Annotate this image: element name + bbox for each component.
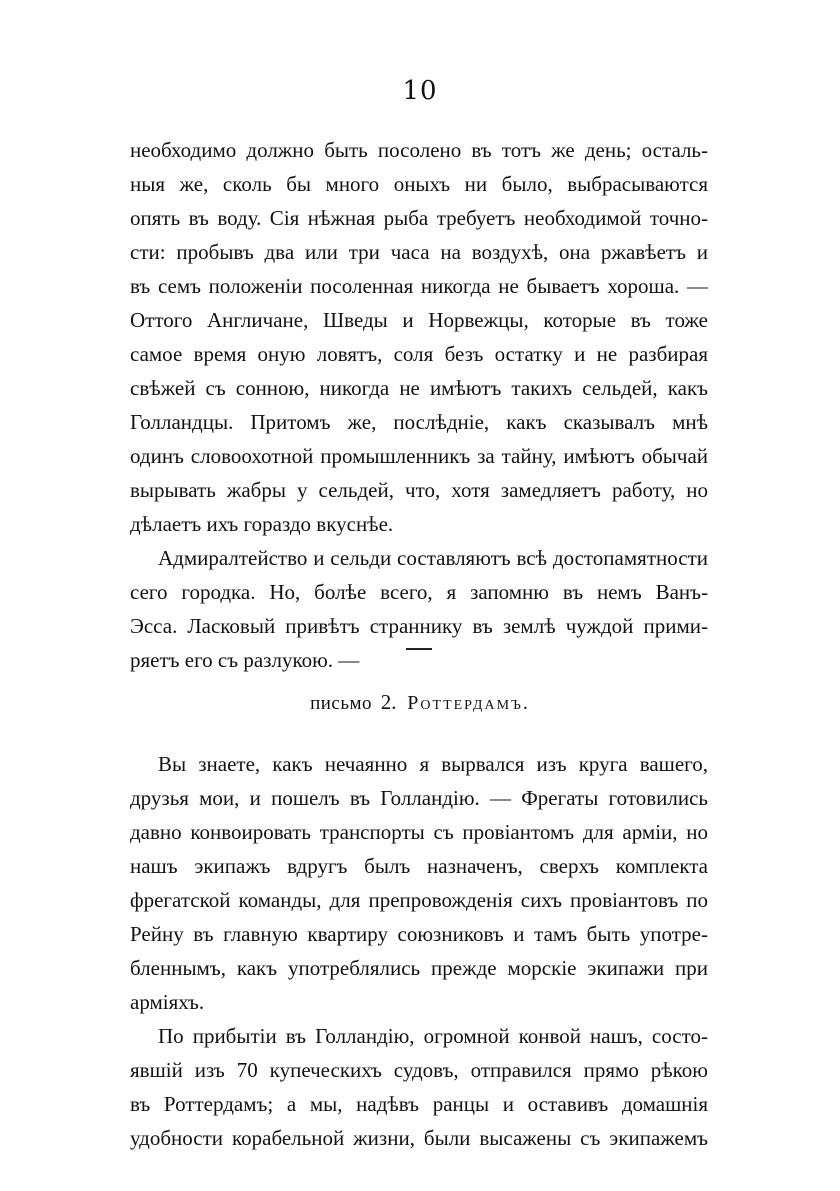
text-line: арміяхъ. (130, 990, 205, 1014)
text-line: въ Роттердамъ; а мы, надѣвъ ранцы и оставивъ домашнія (130, 1092, 708, 1116)
text-line: Рейну въ главную квартиру союзниковъ и тамъ быть употре- (130, 922, 708, 946)
text-line: ныя же, сколь бы много оныхъ ни было, выбрасываются (130, 172, 708, 196)
text-line: Оттого Англичане, Шведы и Норвежцы, которые въ тоже (130, 308, 708, 332)
text-line: самое время оную ловятъ, соля безъ остатку и не разбирая (130, 342, 708, 366)
text-line: удобности корабельной жизни, были высажены съ экипажемъ (130, 1126, 708, 1150)
text-line: явшій изъ 70 купеческихъ судовъ, отправился прямо рѣкою (130, 1058, 708, 1082)
text-line: бленнымъ, какъ употреблялись прежде морскіе экипажи при (130, 956, 708, 980)
letter-heading (0, 686, 840, 720)
text-line: сти: пробывъ два или три часа на воздухѣ, она ржавѣетъ и (130, 240, 708, 264)
text-line: нашъ экипажъ вдругъ былъ назначенъ, сверхъ комплекта (130, 854, 708, 878)
text-line: Вы знаете, какъ нечаянно я вырвался изъ круга вашего, (158, 752, 708, 776)
text-line: фрегатской команды, для препровожденія сихъ провіантовъ по (130, 888, 708, 912)
text-line: Адмиралтейство и сельди составляютъ всѣ достопамятности (158, 546, 708, 570)
letter-heading-number: 2. (380, 690, 397, 714)
text-line: дѣлаетъ ихъ гораздо вкуснѣе. (130, 512, 394, 536)
text-line: друзья мои, и пошелъ въ Голландію. — Фрегаты готовились (130, 786, 708, 810)
text-line: опять въ воду. Сія нѣжная рыба требуетъ необходимой точно- (130, 206, 708, 230)
text-line: сего городка. Но, болѣе всего, я запомню въ немъ Ванъ- (130, 580, 708, 604)
section-divider (406, 648, 432, 650)
letter-heading-city: Роттердамъ. (407, 692, 530, 714)
text-line: необходимо должно быть посолено въ тотъ же день; осталь- (130, 138, 708, 162)
page-number: 10 (402, 76, 438, 106)
text-line: вырывать жабры у сельдей, что, хотя замедляетъ работу, но (130, 478, 708, 502)
text-line: одинъ словоохотной промышленникъ за тайну, имѣютъ обычай (130, 444, 708, 468)
text-line: свѣжей съ сонною, никогда не имѣютъ такихъ сельдей, какъ (130, 376, 708, 400)
text-line: въ семъ положеніи посоленная никогда не бываетъ хороша. — (130, 274, 708, 298)
text-line: Голландцы. Притомъ же, послѣдніе, какъ сказывалъ мнѣ (130, 410, 708, 434)
text-line: давно конвоировать транспорты съ провіантомъ для арміи, но (130, 820, 708, 844)
text-line: Эсса. Ласковый привѣтъ страннику въ землѣ чуждой прими- (130, 614, 708, 638)
text-line: По прибытіи въ Голландію, огромной конвой нашъ, состо- (158, 1024, 708, 1048)
text-line: ряетъ его съ разлукою. — (130, 648, 360, 672)
letter-heading-prefix: письмо (310, 693, 373, 714)
